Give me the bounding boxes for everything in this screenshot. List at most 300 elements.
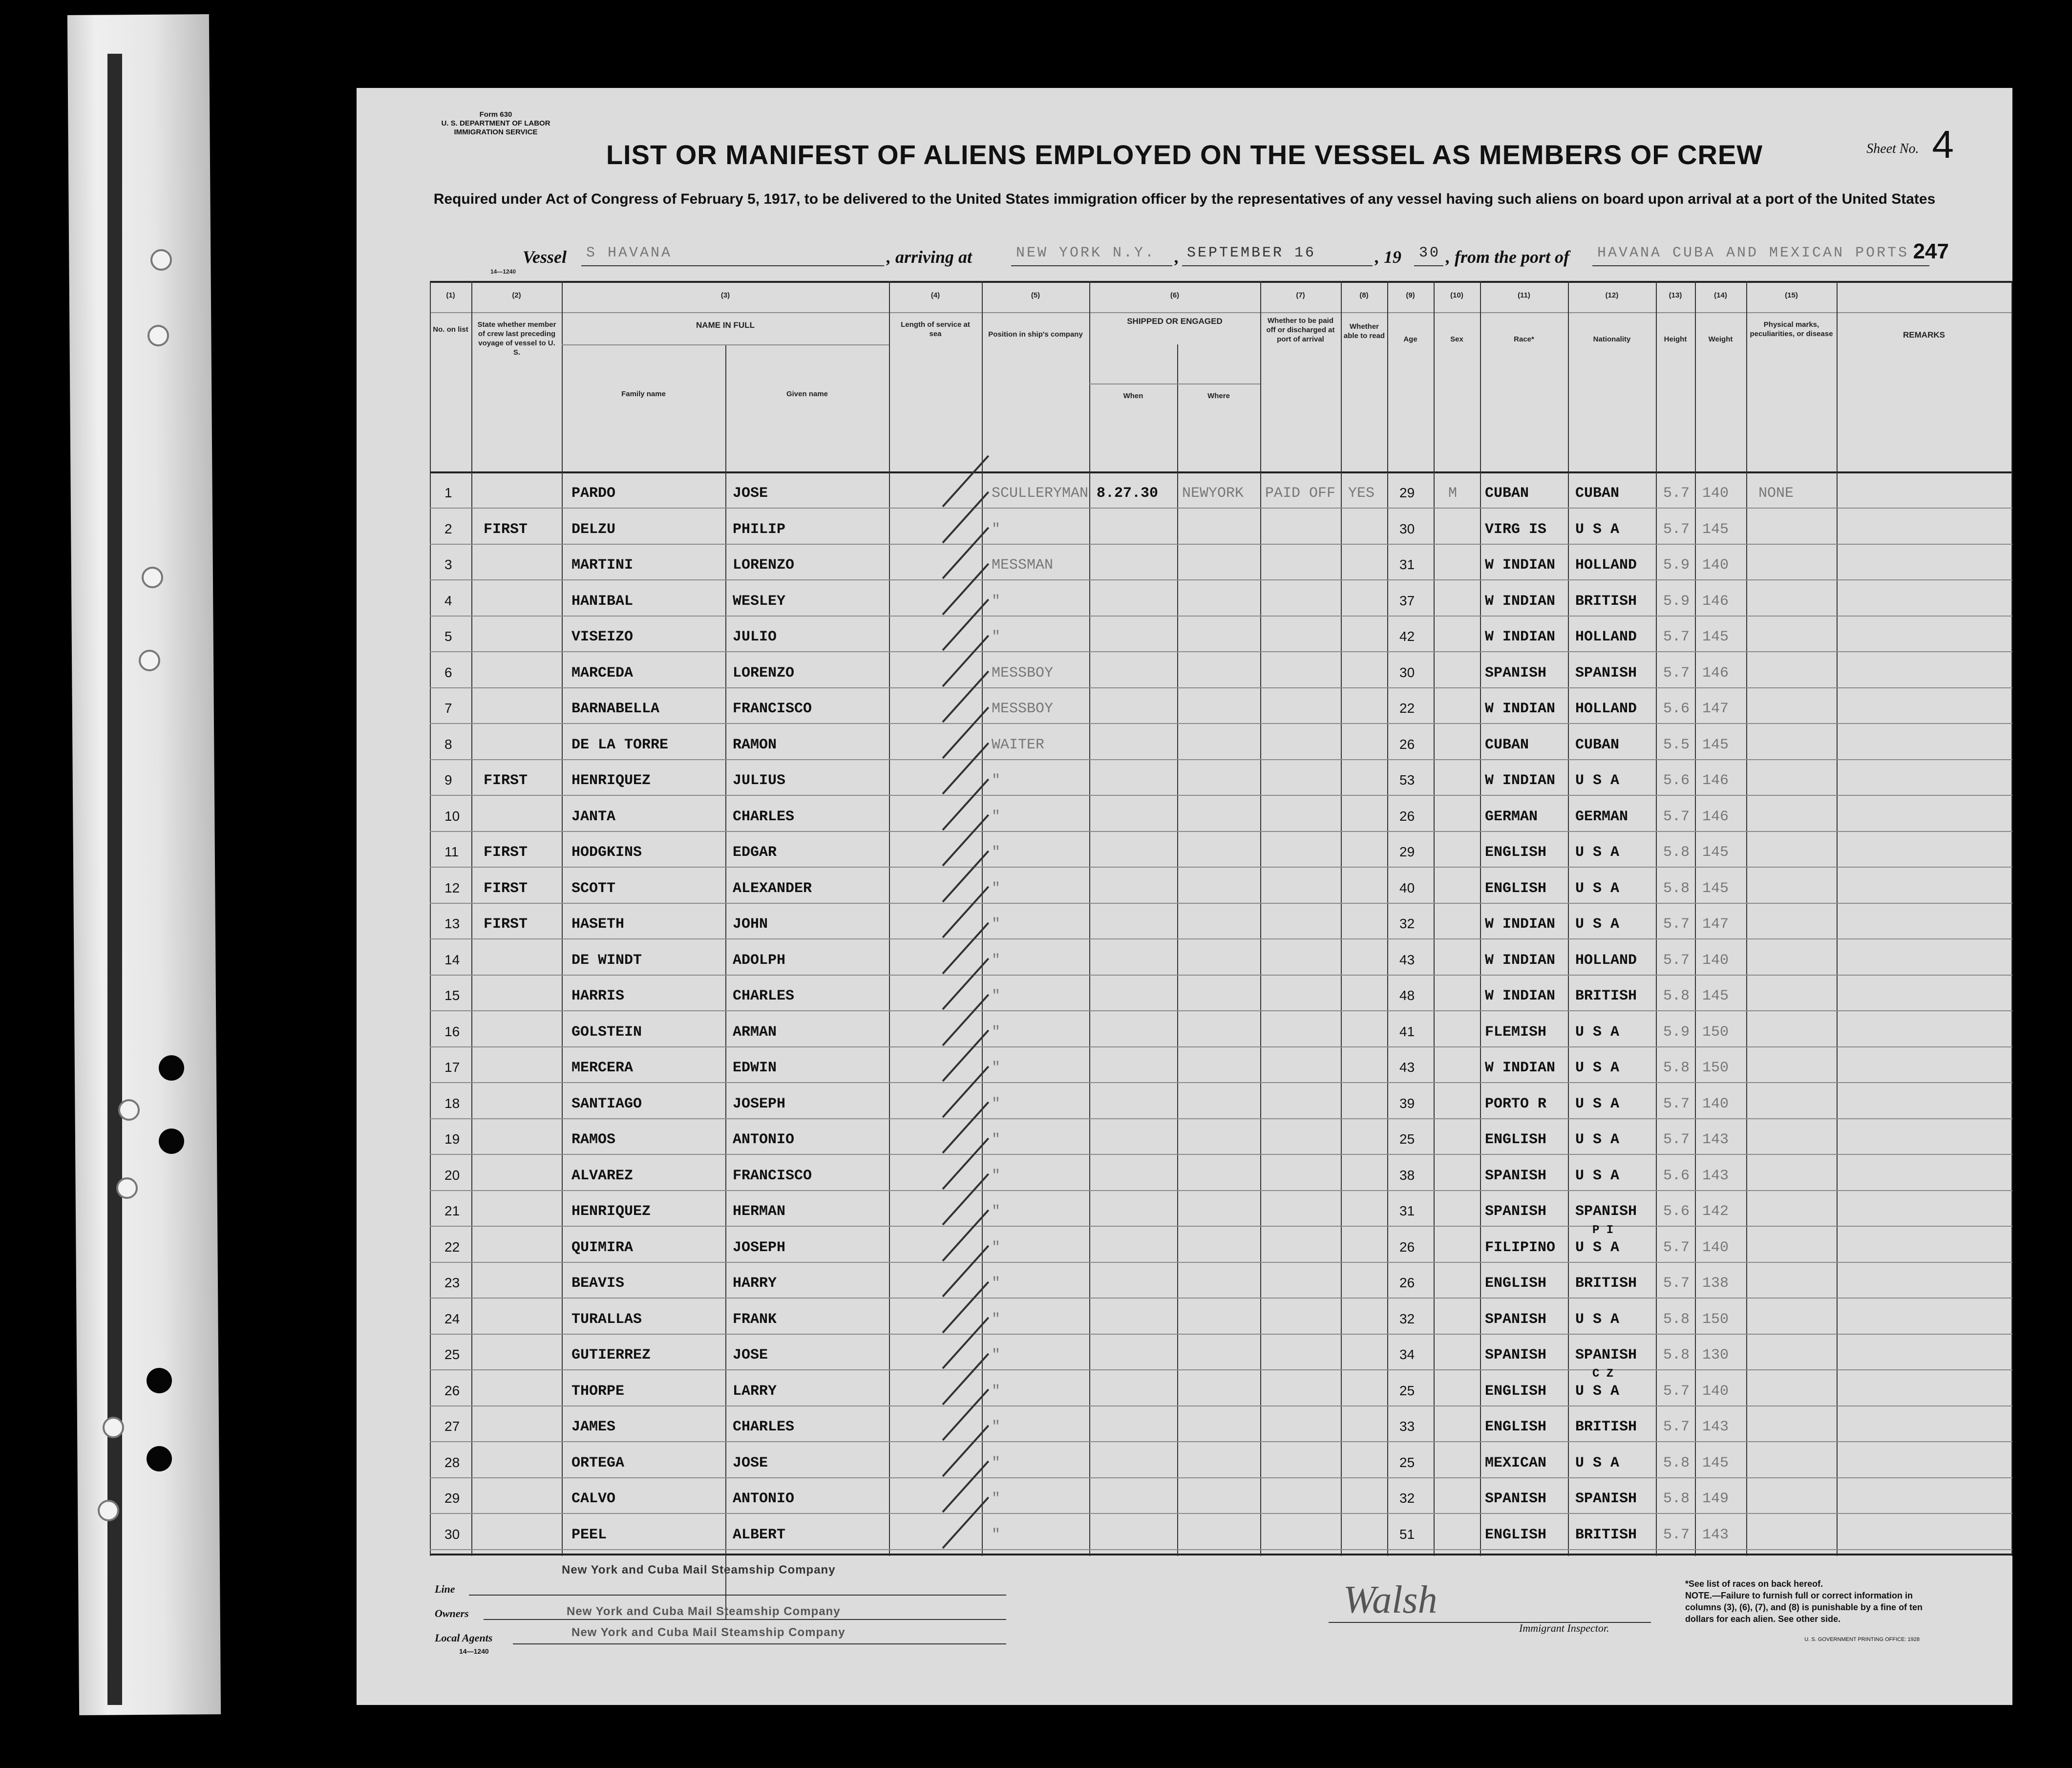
cell-marks: NONE xyxy=(1758,485,1794,502)
col-shipped-engaged: SHIPPED OR ENGAGED xyxy=(1127,317,1223,326)
col-name-in-full: NAME IN FULL xyxy=(696,320,755,330)
agents-company: New York and Cuba Mail Steamship Company xyxy=(571,1626,846,1639)
col-num-1: (1) xyxy=(446,291,455,299)
cell-race: W INDIAN xyxy=(1485,629,1556,645)
cell-nationality: U S A xyxy=(1575,1167,1620,1184)
col-remarks: REMARKS xyxy=(1903,330,1945,340)
cell-height: 5.8 xyxy=(1663,880,1690,897)
col-weight: Weight xyxy=(1708,335,1733,343)
cell-race: GERMAN xyxy=(1485,808,1538,825)
cell-no: 20 xyxy=(444,1167,460,1183)
cell-given: ANTONIO xyxy=(733,1131,795,1148)
cell-race: ENGLISH xyxy=(1485,844,1547,861)
cell-given: HERMAN xyxy=(733,1203,786,1220)
cell-age: 32 xyxy=(1399,1491,1415,1506)
cell-race: PORTO R xyxy=(1485,1095,1547,1112)
cell-race: FLEMISH xyxy=(1485,1023,1547,1041)
cell-no: 11 xyxy=(444,844,459,859)
cell-position: " xyxy=(992,1239,1001,1256)
table-row xyxy=(430,1087,2012,1122)
cell-position: " xyxy=(992,988,1001,1004)
cell-race: CUBAN xyxy=(1485,485,1529,502)
cell-weight: 150 xyxy=(1702,1023,1729,1041)
cell-race: W INDIAN xyxy=(1485,952,1556,969)
cell-family: DE LA TORRE xyxy=(571,736,669,753)
cell-age: 42 xyxy=(1399,629,1415,644)
cell-no: 6 xyxy=(444,664,452,680)
col-position: Position in ship's company xyxy=(988,330,1083,339)
cell-given: ANTONIO xyxy=(733,1491,795,1507)
cell-weight: 146 xyxy=(1702,808,1729,825)
cell-given: ADOLPH xyxy=(733,952,786,969)
cell-height: 5.7 xyxy=(1663,1275,1690,1292)
cell-position: " xyxy=(992,952,1001,969)
cell-age: 26 xyxy=(1399,1275,1415,1290)
binder-hole xyxy=(118,1099,140,1121)
cell-given: JOSEPH xyxy=(733,1095,786,1112)
cell-position: " xyxy=(992,1311,1001,1328)
cell-age: 41 xyxy=(1399,1023,1415,1039)
cell-nationality: U S A xyxy=(1575,1095,1620,1112)
col-num-3: (3) xyxy=(720,291,730,299)
cell-height: 5.8 xyxy=(1663,1454,1690,1471)
cell-race: CUBAN xyxy=(1485,736,1529,753)
cell-race: ENGLISH xyxy=(1485,1526,1547,1543)
cell-nationality: HOLLAND xyxy=(1575,629,1637,645)
cell-sex: M xyxy=(1448,485,1458,502)
cell-position: " xyxy=(992,844,1001,861)
cell-family: HODGKINS xyxy=(571,844,642,861)
cell-no: 10 xyxy=(444,808,460,824)
cell-given: FRANK xyxy=(733,1311,777,1328)
cell-family: MERCERA xyxy=(571,1060,634,1076)
cell-nationality: U S A xyxy=(1575,772,1620,789)
cell-given: JULIUS xyxy=(733,772,786,789)
cell-race: ENGLISH xyxy=(1485,1383,1547,1400)
cell-position: " xyxy=(992,1526,1001,1543)
cell-position: " xyxy=(992,1095,1001,1112)
cell-family: HANIBAL xyxy=(571,593,634,610)
arrival-date: SEPTEMBER 16 xyxy=(1182,245,1373,266)
cell-height: 5.7 xyxy=(1663,916,1690,933)
col-num-15: (15) xyxy=(1785,291,1798,299)
arriving-label: , arriving at xyxy=(887,247,973,267)
cell-nationality: HOLLAND xyxy=(1575,701,1637,717)
cell-given: WESLEY xyxy=(733,593,786,610)
cell-given: CHARLES xyxy=(733,988,795,1004)
cell-nationality-note: C Z xyxy=(1592,1367,1614,1381)
cell-height: 5.7 xyxy=(1663,952,1690,969)
cell-height: 5.5 xyxy=(1663,736,1690,753)
cell-height: 5.8 xyxy=(1663,1491,1690,1507)
cell-weight: 140 xyxy=(1702,1383,1729,1400)
cell-weight: 150 xyxy=(1702,1311,1729,1328)
col-num-11: (11) xyxy=(1518,291,1530,299)
cell-position: " xyxy=(992,1491,1001,1507)
cell-age: 26 xyxy=(1399,736,1415,752)
cell-no: 14 xyxy=(444,952,460,967)
binding-strip-edge xyxy=(107,54,122,1705)
table-row xyxy=(430,548,2012,583)
vessel-info-line: Vessel S HAVANA , arriving at NEW YORK N.Y. , SEPTEMBER 16 , 19 30 , from the port of HAVANA CUBA AND MEXICAN PORTS xyxy=(523,247,1915,271)
table-row xyxy=(430,1194,2012,1230)
cell-nationality: U S A xyxy=(1575,1060,1620,1076)
table-row xyxy=(430,1266,2012,1301)
cell-no: 4 xyxy=(444,593,452,608)
cell-height: 5.7 xyxy=(1663,629,1690,645)
cell-weight: 149 xyxy=(1702,1491,1729,1507)
cell-position: " xyxy=(992,1347,1001,1363)
cell-age: 30 xyxy=(1399,664,1415,680)
races-note: *See list of races on back hereof. xyxy=(1685,1579,1823,1589)
cell-given: EDWIN xyxy=(733,1060,777,1076)
cell-no: 7 xyxy=(444,701,452,716)
cell-age: 22 xyxy=(1399,701,1415,716)
cell-height: 5.9 xyxy=(1663,1023,1690,1041)
col-no-on-list: No. on list xyxy=(433,325,468,334)
cell-position: " xyxy=(992,1060,1001,1076)
sheet-number-label: Sheet No. xyxy=(1866,141,1919,156)
cell-nationality: HOLLAND xyxy=(1575,952,1637,969)
cell-age: 26 xyxy=(1399,808,1415,824)
cell-nationality: HOLLAND xyxy=(1575,557,1637,574)
cell-weight: 142 xyxy=(1702,1203,1729,1220)
cell-race: W INDIAN xyxy=(1485,593,1556,610)
cell-weight: 146 xyxy=(1702,772,1729,789)
cell-family: ORTEGA xyxy=(571,1454,625,1471)
cell-age: 30 xyxy=(1399,521,1415,536)
cell-position: MESSMAN xyxy=(992,557,1054,574)
cell-no: 22 xyxy=(444,1239,460,1255)
cell-position: " xyxy=(992,1203,1001,1220)
cell-family: PEEL xyxy=(571,1526,607,1543)
table-row xyxy=(430,620,2012,655)
cell-family: JANTA xyxy=(571,808,616,825)
cell-weight: 147 xyxy=(1702,916,1729,933)
col-given-name: Given name xyxy=(786,390,828,398)
cell-no: 26 xyxy=(444,1383,460,1398)
vessel-name: S HAVANA xyxy=(581,245,884,266)
cell-nationality: SPANISH xyxy=(1575,1347,1637,1363)
cell-height: 5.6 xyxy=(1663,772,1690,789)
cell-race: ENGLISH xyxy=(1485,1419,1547,1435)
cell-family: QUIMIRA xyxy=(571,1239,634,1256)
cell-given: JOSE xyxy=(733,1454,768,1471)
cell-no: 28 xyxy=(444,1454,460,1470)
binder-hole xyxy=(148,325,169,346)
vessel-label: Vessel xyxy=(523,247,567,267)
cell-given: FRANCISCO xyxy=(733,701,812,717)
cell-weight: 145 xyxy=(1702,521,1729,538)
table-row xyxy=(430,1518,2012,1553)
cell-family: MARCEDA xyxy=(571,664,634,682)
from-port: HAVANA CUBA AND MEXICAN PORTS xyxy=(1592,245,1929,266)
binder-hole xyxy=(116,1177,138,1199)
table-row xyxy=(430,835,2012,871)
cell-family: GUTIERREZ xyxy=(571,1347,651,1363)
cell-state: FIRST xyxy=(484,844,528,861)
cell-age: 48 xyxy=(1399,988,1415,1003)
cell-age: 38 xyxy=(1399,1167,1415,1183)
cell-family: MARTINI xyxy=(571,557,634,574)
cell-family: JAMES xyxy=(571,1419,616,1435)
cell-position: WAITER xyxy=(992,736,1045,753)
cell-family: RAMOS xyxy=(571,1131,616,1148)
cell-height: 5.8 xyxy=(1663,1311,1690,1328)
table-row xyxy=(430,476,2012,511)
cell-position: " xyxy=(992,808,1001,825)
cell-position: " xyxy=(992,1383,1001,1400)
agents-label: Local Agents xyxy=(435,1632,493,1644)
cell-nationality: U S A xyxy=(1575,1311,1620,1328)
col-when: When xyxy=(1123,392,1143,400)
col-paid-off: Whether to be paid off or discharged at port of arrival xyxy=(1266,317,1335,343)
cell-height: 5.6 xyxy=(1663,1167,1690,1184)
cell-family: SCOTT xyxy=(571,880,616,897)
col-num-4: (4) xyxy=(930,291,940,299)
manifest-sheet xyxy=(357,88,2012,1705)
cell-no: 15 xyxy=(444,988,460,1003)
year-prefix: , 19 xyxy=(1375,247,1401,267)
cell-nationality: U S A xyxy=(1575,1383,1620,1400)
cell-no: 27 xyxy=(444,1419,460,1434)
cell-nationality-note: P I xyxy=(1592,1223,1614,1237)
cell-age: 43 xyxy=(1399,952,1415,967)
table-row xyxy=(430,1446,2012,1481)
cell-position: " xyxy=(992,1023,1001,1041)
col-num-12: (12) xyxy=(1605,291,1619,299)
col-where: Where xyxy=(1207,392,1230,400)
cell-position: " xyxy=(992,1275,1001,1292)
cell-family: DE WINDT xyxy=(571,952,642,969)
cell-position: " xyxy=(992,772,1001,789)
cell-family: SANTIAGO xyxy=(571,1095,642,1112)
owners-company: New York and Cuba Mail Steamship Company xyxy=(567,1605,841,1618)
table-row xyxy=(430,1302,2012,1338)
cell-no: 5 xyxy=(444,629,452,644)
col-length-service: Length of service at sea xyxy=(901,320,970,338)
form-code: 14—1240 xyxy=(490,268,516,275)
cell-where: NEWYORK xyxy=(1182,485,1244,502)
line-label: Line xyxy=(435,1583,455,1595)
cell-no: 21 xyxy=(444,1203,460,1218)
cell-given: HARRY xyxy=(733,1275,777,1292)
cell-given: RAMON xyxy=(733,736,777,753)
cell-position: " xyxy=(992,593,1001,610)
table-row xyxy=(430,728,2012,763)
cell-weight: 150 xyxy=(1702,1060,1729,1076)
table-row xyxy=(430,692,2012,727)
table-row xyxy=(430,1223,2012,1266)
arrival-year: 30 xyxy=(1414,245,1443,266)
cell-height: 5.7 xyxy=(1663,1131,1690,1148)
cell-race: W INDIAN xyxy=(1485,557,1556,574)
cell-position: MESSBOY xyxy=(992,664,1054,682)
line-company: New York and Cuba Mail Steamship Company xyxy=(562,1563,836,1576)
cell-paid: PAID OFF xyxy=(1265,485,1336,502)
cell-position: SCULLERYMAN xyxy=(992,485,1089,502)
cell-age: 53 xyxy=(1399,772,1415,788)
cell-no: 16 xyxy=(444,1023,460,1039)
arriving-port: NEW YORK N.Y. xyxy=(1011,245,1172,266)
cell-height: 5.7 xyxy=(1663,1239,1690,1256)
cell-nationality: SPANISH xyxy=(1575,1491,1637,1507)
owners-label: Owners xyxy=(435,1607,469,1619)
cell-weight: 140 xyxy=(1702,1095,1729,1112)
form-number: Form 630 xyxy=(479,110,512,119)
cell-nationality: CUBAN xyxy=(1575,485,1620,502)
cell-family: BEAVIS xyxy=(571,1275,625,1292)
cell-given: LORENZO xyxy=(733,664,795,682)
punch-hole xyxy=(147,1368,172,1393)
cell-given: JULIO xyxy=(733,629,777,645)
cell-height: 5.6 xyxy=(1663,1203,1690,1220)
cell-race: ENGLISH xyxy=(1485,1131,1547,1148)
table-row xyxy=(430,584,2012,619)
printer-mark: U. S. GOVERNMENT PRINTING OFFICE: 1928 xyxy=(1804,1637,1920,1642)
cell-height: 5.7 xyxy=(1663,1419,1690,1435)
cell-height: 5.8 xyxy=(1663,988,1690,1004)
cell-race: W INDIAN xyxy=(1485,772,1556,789)
cell-height: 5.7 xyxy=(1663,664,1690,682)
cell-given: LORENZO xyxy=(733,557,795,574)
table-row xyxy=(430,979,2012,1014)
cell-weight: 143 xyxy=(1702,1526,1729,1543)
cell-family: TURALLAS xyxy=(571,1311,642,1328)
punch-hole xyxy=(147,1446,172,1471)
cell-weight: 146 xyxy=(1702,664,1729,682)
cell-nationality: SPANISH xyxy=(1575,664,1637,682)
col-sex: Sex xyxy=(1450,335,1463,343)
cell-family: VISEIZO xyxy=(571,629,634,645)
cell-nationality: U S A xyxy=(1575,1454,1620,1471)
cell-race: SPANISH xyxy=(1485,1203,1547,1220)
cell-race: MEXICAN xyxy=(1485,1454,1547,1471)
cell-height: 5.7 xyxy=(1663,1526,1690,1543)
cell-age: 31 xyxy=(1399,1203,1415,1218)
cell-given: JOHN xyxy=(733,916,768,933)
cell-weight: 140 xyxy=(1702,1239,1729,1256)
cell-height: 5.9 xyxy=(1663,593,1690,610)
cell-race: FILIPINO xyxy=(1485,1239,1556,1256)
cell-nationality: U S A xyxy=(1575,844,1620,861)
cell-nationality: BRITISH xyxy=(1575,1419,1637,1435)
cell-family: DELZU xyxy=(571,521,616,538)
cell-height: 5.8 xyxy=(1663,1060,1690,1076)
cell-given: EDGAR xyxy=(733,844,777,861)
cell-given: CHARLES xyxy=(733,808,795,825)
cell-weight: 145 xyxy=(1702,844,1729,861)
col-physical-marks: Physical marks, peculiarities, or disease xyxy=(1750,320,1833,338)
cell-weight: 143 xyxy=(1702,1131,1729,1148)
col-num-8: (8) xyxy=(1359,291,1369,299)
cell-no: 23 xyxy=(444,1275,460,1290)
cell-weight: 140 xyxy=(1702,952,1729,969)
department-name: U. S. DEPARTMENT OF LABOR xyxy=(441,119,550,128)
cell-family: HARRIS xyxy=(571,988,625,1004)
cell-family: BARNABELLA xyxy=(571,701,660,717)
cell-race: W INDIAN xyxy=(1485,1060,1556,1076)
cell-given: FRANCISCO xyxy=(733,1167,812,1184)
punch-hole xyxy=(159,1129,184,1154)
cell-given: ALBERT xyxy=(733,1526,786,1543)
cell-age: 43 xyxy=(1399,1060,1415,1075)
cell-given: JOSE xyxy=(733,1347,768,1363)
form-header-block xyxy=(415,110,576,137)
cell-height: 5.9 xyxy=(1663,557,1690,574)
col-family-name: Family name xyxy=(621,390,666,398)
cell-family: GOLSTEIN xyxy=(571,1023,642,1041)
cell-no: 1 xyxy=(444,485,452,500)
cell-weight: 145 xyxy=(1702,880,1729,897)
cell-height: 5.7 xyxy=(1663,808,1690,825)
cell-nationality: U S A xyxy=(1575,521,1620,538)
cell-height: 5.7 xyxy=(1663,1095,1690,1112)
cell-family: HENRIQUEZ xyxy=(571,1203,651,1220)
inspector-label: Immigrant Inspector. xyxy=(1519,1622,1609,1634)
cell-weight: 130 xyxy=(1702,1347,1729,1363)
cell-weight: 147 xyxy=(1702,701,1729,717)
cell-age: 51 xyxy=(1399,1526,1415,1542)
col-num-6: (6) xyxy=(1170,291,1180,299)
cell-family: PARDO xyxy=(571,485,616,502)
cell-weight: 143 xyxy=(1702,1167,1729,1184)
col-num-14: (14) xyxy=(1714,291,1727,299)
binder-hole xyxy=(142,567,163,588)
cell-weight: 145 xyxy=(1702,1454,1729,1471)
col-age: Age xyxy=(1403,335,1417,343)
cell-weight: 140 xyxy=(1702,557,1729,574)
cell-weight: 145 xyxy=(1702,736,1729,753)
col-num-5: (5) xyxy=(1031,291,1040,299)
cell-no: 19 xyxy=(444,1131,460,1147)
table-row xyxy=(430,1338,2012,1373)
cell-age: 40 xyxy=(1399,880,1415,895)
cell-no: 18 xyxy=(444,1095,460,1111)
cell-height: 5.8 xyxy=(1663,1347,1690,1363)
col-num-9: (9) xyxy=(1406,291,1415,299)
binding-strip xyxy=(67,14,221,1715)
cell-race: SPANISH xyxy=(1485,1347,1547,1363)
cell-given: JOSE xyxy=(733,485,768,502)
table-row xyxy=(430,1051,2012,1086)
cell-no: 13 xyxy=(444,916,460,931)
cell-race: SPANISH xyxy=(1485,1311,1547,1328)
cell-age: 25 xyxy=(1399,1383,1415,1398)
cell-race: ENGLISH xyxy=(1485,1275,1547,1292)
manifest-footer xyxy=(425,1558,1939,1690)
col-nationality: Nationality xyxy=(1593,335,1631,343)
page-number: 247 xyxy=(1913,239,1949,263)
cell-race: SPANISH xyxy=(1485,1491,1547,1507)
cell-state: FIRST xyxy=(484,521,528,538)
cell-read: YES xyxy=(1348,485,1375,502)
binder-hole xyxy=(98,1500,119,1521)
cell-race: VIRG IS xyxy=(1485,521,1547,538)
cell-no: 12 xyxy=(444,880,460,895)
cell-position: " xyxy=(992,916,1001,933)
cell-weight: 140 xyxy=(1702,485,1729,502)
cell-race: W INDIAN xyxy=(1485,701,1556,717)
cell-given: JOSEPH xyxy=(733,1239,786,1256)
cell-no: 17 xyxy=(444,1060,460,1075)
cell-nationality: CUBAN xyxy=(1575,736,1620,753)
punch-hole xyxy=(159,1055,184,1081)
cell-race: W INDIAN xyxy=(1485,916,1556,933)
cell-position: " xyxy=(992,629,1001,645)
cell-position: " xyxy=(992,880,1001,897)
table-row xyxy=(430,1367,2012,1409)
